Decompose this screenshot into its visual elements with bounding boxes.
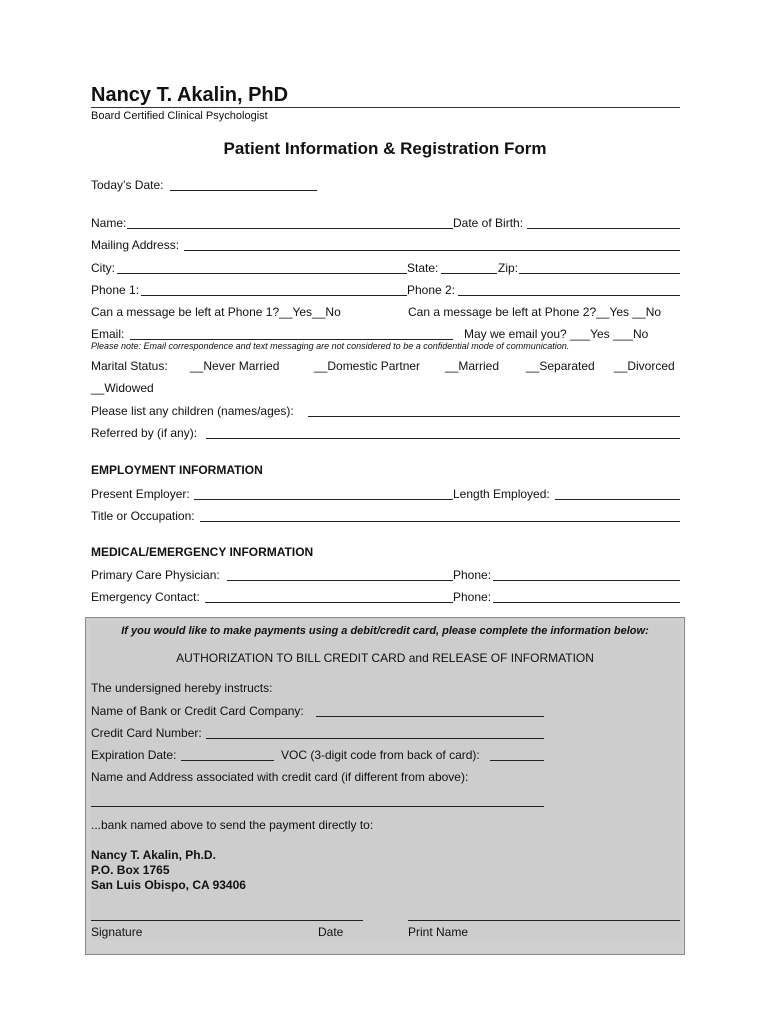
marital-never-married[interactable]: __Never Married: [190, 359, 280, 373]
email-field[interactable]: [130, 339, 453, 340]
emergency-contact-label: Emergency Contact:: [91, 590, 200, 604]
length-employed-field[interactable]: [555, 499, 680, 500]
authorization-title: AUTHORIZATION TO BILL CREDIT CARD and RELEASE OF INFORMATION: [176, 651, 594, 665]
mailing-label: Mailing Address:: [91, 238, 180, 252]
credit-card-intro: If you would like to make payments using a debit/credit card, please complete the information below:: [121, 625, 649, 637]
marital-married[interactable]: __Married: [445, 359, 500, 373]
expiration-field[interactable]: [181, 760, 274, 761]
message-phone2[interactable]: Can a message be left at Phone 2?__Yes __No: [408, 305, 662, 319]
voc-label: VOC (3-digit code from back of card):: [281, 748, 480, 762]
dob-field[interactable]: [527, 228, 680, 229]
print-name-line[interactable]: [408, 920, 680, 921]
todays-date-label: Today’s Date:: [91, 178, 164, 192]
marital-status-label: Marital Status:: [91, 359, 168, 373]
name-address-label: Name and Address associated with credit card (if different from above):: [91, 770, 469, 784]
form-title: Patient Information & Registration Form: [223, 139, 547, 158]
emergency-phone-label: Phone:: [453, 590, 492, 604]
employment-heading: EMPLOYMENT INFORMATION: [91, 463, 263, 477]
name-address-field[interactable]: [91, 806, 544, 807]
phone1-label: Phone 1:: [91, 283, 140, 297]
occupation-label: Title or Occupation:: [91, 509, 195, 523]
occupation-field[interactable]: [200, 521, 680, 522]
payee-po-box: P.O. Box 1765: [91, 863, 170, 877]
marital-separated[interactable]: __Separated: [526, 359, 595, 373]
marital-divorced[interactable]: __Divorced: [614, 359, 675, 373]
expiration-label: Expiration Date:: [91, 748, 177, 762]
city-field[interactable]: [117, 273, 407, 274]
print-name-label: Print Name: [408, 925, 469, 939]
mailing-field[interactable]: [184, 250, 680, 251]
message-phone1[interactable]: Can a message be left at Phone 1?__Yes__No: [91, 305, 341, 319]
bank-label: Name of Bank or Credit Card Company:: [91, 704, 304, 718]
bank-field[interactable]: [316, 716, 544, 717]
payee-name: Nancy T. Akalin, Ph.D.: [91, 848, 216, 862]
employer-label: Present Employer:: [91, 487, 190, 501]
state-label: State:: [407, 261, 439, 275]
referred-field[interactable]: [206, 438, 680, 439]
referred-label: Referred by (if any):: [91, 426, 198, 440]
email-label: Email:: [91, 327, 125, 341]
marital-domestic-partner[interactable]: __Domestic Partner: [314, 359, 421, 373]
length-employed-label: Length Employed:: [453, 487, 550, 501]
children-field[interactable]: [308, 416, 680, 417]
send-payment-text: ...bank named above to send the payment directly to:: [91, 818, 374, 832]
name-field[interactable]: [127, 228, 453, 229]
practitioner-name: Nancy T. Akalin, PhD: [91, 84, 289, 106]
payee-city: San Luis Obispo, CA 93406: [91, 878, 246, 892]
phone1-field[interactable]: [141, 295, 407, 296]
phone2-field[interactable]: [458, 295, 680, 296]
phone2-label: Phone 2:: [407, 283, 456, 297]
signature-label: Signature: [91, 925, 143, 939]
todays-date-field[interactable]: [170, 190, 317, 191]
pcp-phone-field[interactable]: [493, 580, 680, 581]
card-number-label: Credit Card Number:: [91, 726, 202, 740]
dob-label: Date of Birth:: [453, 216, 524, 230]
name-label: Name:: [91, 216, 127, 230]
children-label: Please list any children (names/ages):: [91, 404, 294, 418]
pcp-field[interactable]: [227, 580, 453, 581]
header-rule: [91, 107, 680, 108]
zip-label: Zip:: [498, 261, 519, 275]
pcp-phone-label: Phone:: [453, 568, 492, 582]
may-email[interactable]: May we email you? ___Yes ___No: [464, 327, 649, 341]
city-label: City:: [91, 261, 115, 275]
emergency-contact-field[interactable]: [205, 602, 453, 603]
state-field[interactable]: [441, 273, 497, 274]
practitioner-credential: Board Certified Clinical Psychologist: [91, 110, 268, 122]
date-label: Date: [318, 925, 344, 939]
zip-field[interactable]: [519, 273, 680, 274]
card-number-field[interactable]: [206, 738, 544, 739]
emergency-phone-field[interactable]: [493, 602, 680, 603]
email-privacy-note: Please note: Email correspondence and text messaging are not considered to be a confidential mode of communication.: [91, 341, 570, 351]
instructs-text: The undersigned hereby instructs:: [91, 681, 273, 695]
pcp-label: Primary Care Physician:: [91, 568, 220, 582]
signature-line[interactable]: [91, 920, 363, 921]
employer-field[interactable]: [194, 499, 453, 500]
medical-heading: MEDICAL/EMERGENCY INFORMATION: [91, 545, 314, 559]
marital-widowed[interactable]: __Widowed: [91, 381, 154, 395]
voc-field[interactable]: [490, 760, 544, 761]
